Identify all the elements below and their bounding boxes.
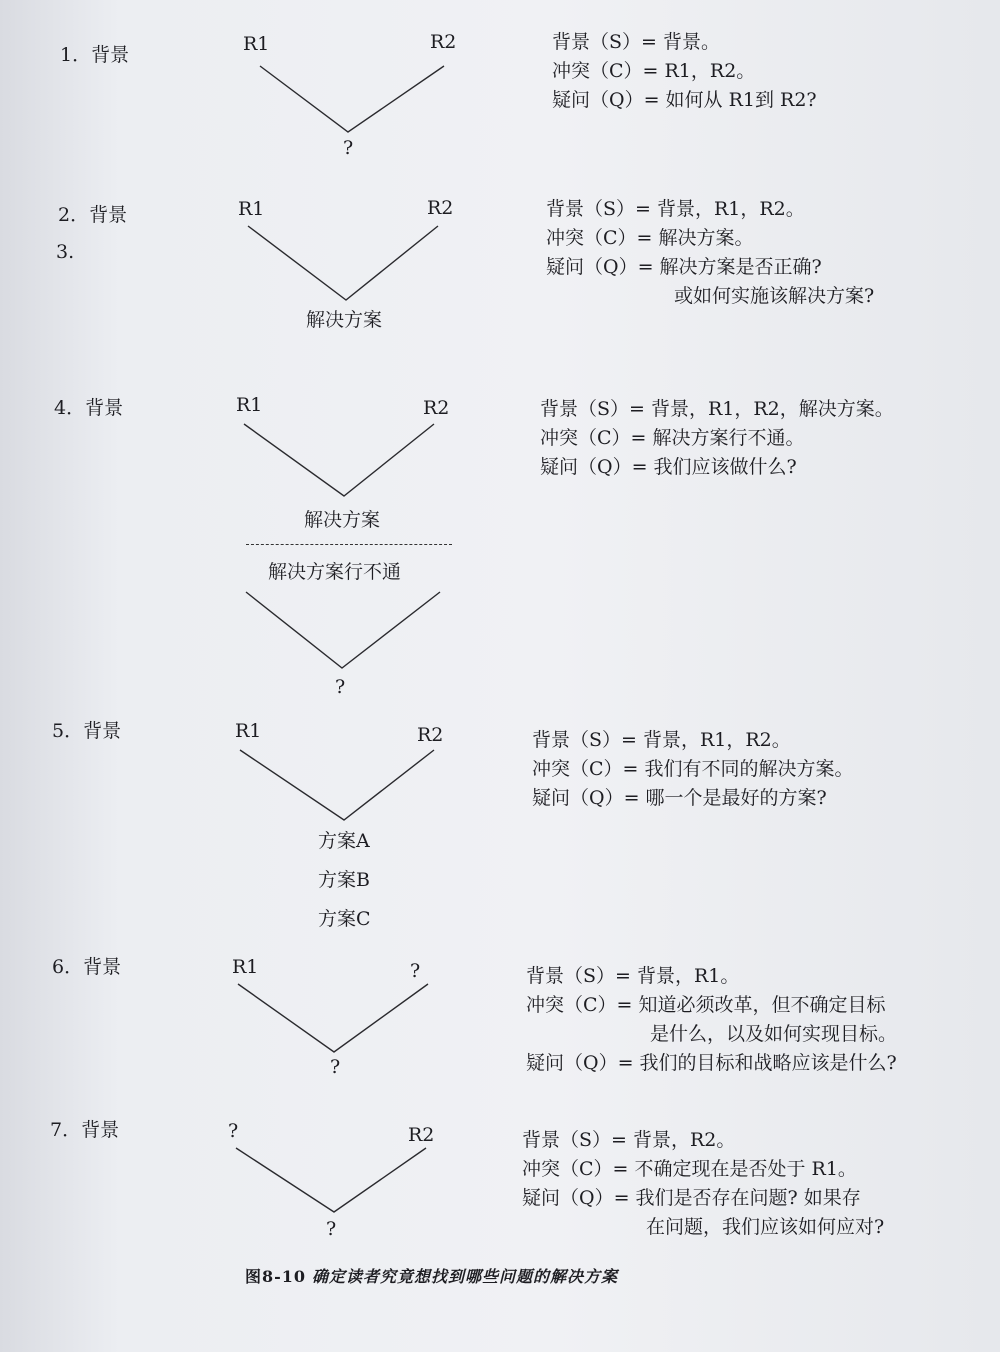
right-state-label: R2 (430, 31, 457, 53)
v-diagram-second (244, 590, 444, 672)
v-diagram (236, 982, 432, 1056)
dashed-divider (246, 544, 452, 545)
situation-line: 背景（S）= 背景，R1。 (526, 965, 740, 987)
scenario-number: 4．背景 (54, 397, 124, 419)
bottom-label: 解决方案 (304, 509, 381, 531)
question-line: 疑问（Q）= 如何从 R1到 R2? (552, 89, 817, 111)
question-line: 疑问（Q）= 我们的目标和战略应该是什么? (526, 1052, 897, 1074)
left-state-label: R1 (236, 394, 263, 416)
situation-line: 背景（S）= 背景，R1，R2，解决方案。 (540, 398, 894, 420)
v-diagram (238, 748, 438, 824)
complication-line: 冲突（C）= 解决方案行不通。 (540, 427, 805, 449)
scqa-block (546, 195, 874, 311)
left-state-label: R1 (235, 720, 262, 742)
scqa-block (540, 395, 894, 482)
right-state-label: R2 (408, 1124, 435, 1146)
scqa-block (532, 726, 854, 813)
question-continuation: 在问题，我们应该如何应对? (646, 1216, 885, 1238)
situation-line: 背景（S）= 背景，R2。 (522, 1129, 736, 1151)
left-state-label: R1 (238, 198, 265, 220)
bottom-label-second: ? (335, 676, 346, 698)
bottom-label: ? (326, 1218, 337, 1240)
v-diagram (242, 422, 438, 500)
situation-line: 背景（S）= 背景，R1，R2。 (532, 729, 791, 751)
option-c: 方案C (318, 908, 371, 930)
option-a: 方案A (318, 830, 370, 852)
scenario-number: 7．背景 (50, 1119, 120, 1141)
right-state-label: R2 (417, 724, 444, 746)
v-diagram (246, 224, 442, 304)
question-line: 疑问（Q）= 哪一个是最好的方案? (532, 787, 827, 809)
complication-continuation: 是什么，以及如何实现目标。 (650, 1023, 898, 1045)
complication-line: 冲突（C）= R1，R2。 (552, 60, 756, 82)
left-state-label: ? (228, 1120, 239, 1142)
complication-line: 冲突（C）= 不确定现在是否处于 R1。 (522, 1158, 857, 1180)
scqa-block (522, 1126, 884, 1242)
below-divider-label: 解决方案行不通 (268, 561, 402, 583)
question-line: 疑问（Q）= 解决方案是否正确? (546, 256, 822, 278)
figure-label: 图8-10 (245, 1267, 307, 1286)
left-state-label: R1 (243, 33, 270, 55)
scqa-block (526, 962, 897, 1078)
figure-caption (245, 1264, 618, 1287)
question-line: 疑问（Q）= 我们是否存在问题? 如果存 (522, 1187, 861, 1209)
complication-line: 冲突（C）= 知道必须改革，但不确定目标 (526, 994, 886, 1016)
scqa-block (552, 28, 817, 115)
scenario-number: 2．背景 (58, 204, 128, 226)
scenario-number: 1．背景 (60, 44, 130, 66)
bottom-label: ? (343, 137, 354, 159)
complication-line: 冲突（C）= 我们有不同的解决方案。 (532, 758, 854, 780)
situation-line: 背景（S）= 背景，R1，R2。 (546, 198, 805, 220)
option-b: 方案B (318, 869, 370, 891)
scenario-number: 5．背景 (52, 720, 122, 742)
scenario-number-extra: 3. (56, 241, 75, 263)
complication-line: 冲突（C）= 解决方案。 (546, 227, 754, 249)
situation-line: 背景（S）= 背景。 (552, 31, 720, 53)
v-diagram (258, 64, 448, 136)
solution-options (318, 822, 371, 939)
scenario-number: 6．背景 (52, 956, 122, 978)
left-state-label: R1 (232, 956, 259, 978)
question-line: 疑问（Q）= 我们应该做什么? (540, 456, 797, 478)
question-continuation: 或如何实施该解决方案? (674, 285, 875, 307)
right-state-label: ? (410, 960, 421, 982)
right-state-label: R2 (427, 197, 454, 219)
bottom-label: ? (330, 1056, 341, 1078)
bottom-label: 解决方案 (306, 309, 383, 331)
right-state-label: R2 (423, 397, 450, 419)
v-diagram (234, 1146, 430, 1216)
figure-title: 确定读者究竟想找到哪些问题的解决方案 (312, 1267, 619, 1286)
